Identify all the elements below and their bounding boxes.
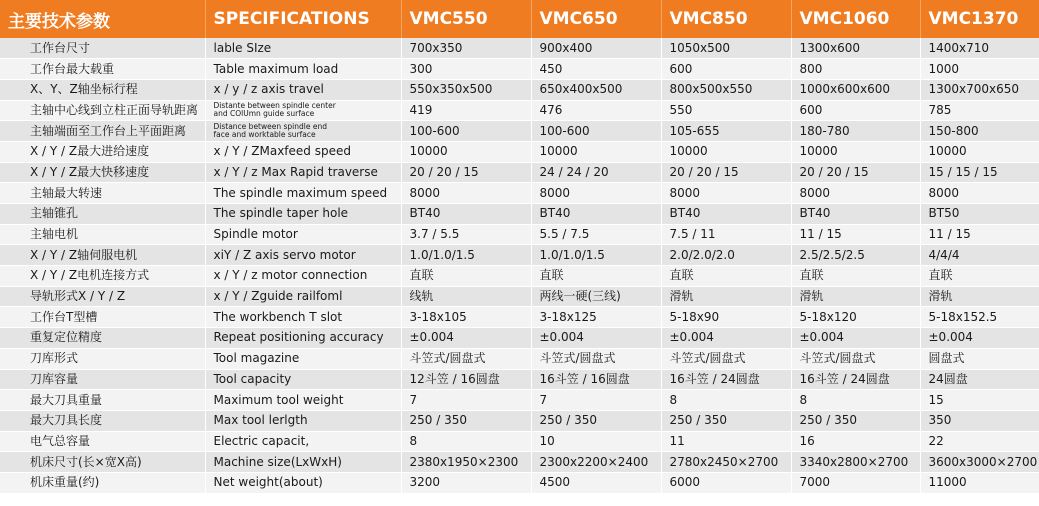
header-model-vmc550: VMC550: [401, 0, 531, 38]
cell-value-vmc550: 250 / 350: [401, 410, 531, 431]
cell-value-vmc650: 2300x2200×2400: [531, 452, 661, 473]
cell-value-vmc650: 10: [531, 431, 661, 452]
row-label-en-line2: face and worktable surface: [213, 130, 316, 140]
row-label-en: The spindle taper hole: [205, 204, 401, 225]
row-label-en: Machine size(LxWxH): [205, 452, 401, 473]
cell-value-vmc1370: 1400x710: [920, 38, 1039, 59]
row-label-en: Electric capacit,: [205, 431, 401, 452]
cell-value-vmc1060: 800: [791, 59, 920, 80]
cell-value-vmc1060: 20 / 20 / 15: [791, 162, 920, 183]
cell-value-vmc550: 100-600: [401, 121, 531, 142]
cell-value-vmc850: 滑轨: [661, 286, 791, 307]
cell-value-vmc1060: 7000: [791, 472, 920, 493]
table-row: [0, 390, 1039, 411]
cell-value-vmc650: 10000: [531, 141, 661, 162]
cell-value-vmc1060: ±0.004: [791, 328, 920, 349]
cell-value-vmc550: 12斗笠 / 16圆盘: [401, 369, 531, 390]
cell-value-vmc1060: 8000: [791, 183, 920, 204]
cell-value-vmc850: 斗笠式/圆盘式: [661, 348, 791, 369]
cell-value-vmc850: 550: [661, 100, 791, 121]
cell-value-vmc850: BT40: [661, 204, 791, 225]
table-row: [0, 204, 1039, 225]
cell-value-vmc1060: 180-780: [791, 121, 920, 142]
row-label-en: The spindle maximum speed: [205, 183, 401, 204]
header-model-vmc1060: VMC1060: [791, 0, 920, 38]
table-row: [0, 38, 1039, 59]
cell-value-vmc1370: 11 / 15: [920, 224, 1039, 245]
row-label-en: Spindle motor: [205, 224, 401, 245]
table-row: [0, 162, 1039, 183]
cell-value-vmc850: 250 / 350: [661, 410, 791, 431]
row-label-zh: 导轨形式X / Y / Z: [0, 286, 205, 307]
cell-value-vmc550: 550x350x500: [401, 79, 531, 100]
cell-value-vmc650: 直联: [531, 266, 661, 287]
cell-value-vmc850: 10000: [661, 141, 791, 162]
row-label-zh: 工作台T型槽: [0, 307, 205, 328]
cell-value-vmc850: 8: [661, 390, 791, 411]
cell-value-vmc850: 直联: [661, 266, 791, 287]
row-label-en-line1: Distance between spindle end: [213, 121, 327, 131]
cell-value-vmc1060: 16: [791, 431, 920, 452]
cell-value-vmc550: 8000: [401, 183, 531, 204]
row-label-zh: 最大刀具重量: [0, 390, 205, 411]
cell-value-vmc550: ±0.004: [401, 328, 531, 349]
cell-value-vmc550: 直联: [401, 266, 531, 287]
table-row: [0, 410, 1039, 431]
row-label-en: lable SIze: [205, 38, 401, 59]
cell-value-vmc1370: 8000: [920, 183, 1039, 204]
cell-value-vmc1370: 滑轨: [920, 286, 1039, 307]
cell-value-vmc850: 7.5 / 11: [661, 224, 791, 245]
cell-value-vmc650: 斗笠式/圆盘式: [531, 348, 661, 369]
row-label-zh: 主轴锥孔: [0, 204, 205, 225]
cell-value-vmc1370: 785: [920, 100, 1039, 121]
cell-value-vmc550: 300: [401, 59, 531, 80]
cell-value-vmc650: 450: [531, 59, 661, 80]
cell-value-vmc1060: 11 / 15: [791, 224, 920, 245]
row-label-en: Tool capacity: [205, 369, 401, 390]
cell-value-vmc650: BT40: [531, 204, 661, 225]
cell-value-vmc850: 600: [661, 59, 791, 80]
table-row: [0, 183, 1039, 204]
cell-value-vmc850: 8000: [661, 183, 791, 204]
cell-value-vmc1370: 11000: [920, 472, 1039, 493]
cell-value-vmc650: 3-18x125: [531, 307, 661, 328]
cell-value-vmc1370: 15: [920, 390, 1039, 411]
table-body: [0, 38, 1039, 493]
row-label-en: x / Y / z motor connection: [205, 266, 401, 287]
row-label-zh: 最大刀具长度: [0, 410, 205, 431]
cell-value-vmc650: 900x400: [531, 38, 661, 59]
row-label-en: Table maximum load: [205, 59, 401, 80]
cell-value-vmc550: 线轨: [401, 286, 531, 307]
cell-value-vmc650: 7: [531, 390, 661, 411]
header-zh-title: 主要技术参数: [0, 0, 205, 38]
cell-value-vmc1060: BT40: [791, 204, 920, 225]
cell-value-vmc1370: 3600x3000×2700: [920, 452, 1039, 473]
cell-value-vmc850: 1050x500: [661, 38, 791, 59]
cell-value-vmc1060: 2.5/2.5/2.5: [791, 245, 920, 266]
row-label-zh: X / Y / Z最大进给速度: [0, 141, 205, 162]
cell-value-vmc1370: 150-800: [920, 121, 1039, 142]
header-model-vmc650: VMC650: [531, 0, 661, 38]
cell-value-vmc850: ±0.004: [661, 328, 791, 349]
table-header-row: [0, 0, 1039, 38]
table-row: [0, 452, 1039, 473]
cell-value-vmc850: 6000: [661, 472, 791, 493]
cell-value-vmc1370: 5-18x152.5: [920, 307, 1039, 328]
row-label-en-line1: Distante between spindle center: [213, 100, 336, 110]
cell-value-vmc1370: 22: [920, 431, 1039, 452]
cell-value-vmc550: 8: [401, 431, 531, 452]
cell-value-vmc550: 419: [401, 100, 531, 121]
row-label-en: [205, 121, 401, 142]
row-label-zh: X / Y / Z轴伺服电机: [0, 245, 205, 266]
row-label-zh: X、Y、Z轴坐标行程: [0, 79, 205, 100]
cell-value-vmc550: 3-18x105: [401, 307, 531, 328]
row-label-zh: 工作台尺寸: [0, 38, 205, 59]
cell-value-vmc1370: 1000: [920, 59, 1039, 80]
row-label-zh: 主轴中心线到立柱正面导轨距离: [0, 100, 205, 121]
cell-value-vmc850: 5-18x90: [661, 307, 791, 328]
cell-value-vmc650: 476: [531, 100, 661, 121]
cell-value-vmc1370: 圆盘式: [920, 348, 1039, 369]
table-row: [0, 348, 1039, 369]
cell-value-vmc1370: 350: [920, 410, 1039, 431]
row-label-zh: 主轴电机: [0, 224, 205, 245]
cell-value-vmc1370: BT50: [920, 204, 1039, 225]
row-label-en: The workbench T slot: [205, 307, 401, 328]
row-label-zh: 工作台最大载重: [0, 59, 205, 80]
cell-value-vmc650: 24 / 24 / 20: [531, 162, 661, 183]
cell-value-vmc650: ±0.004: [531, 328, 661, 349]
cell-value-vmc850: 2.0/2.0/2.0: [661, 245, 791, 266]
row-label-zh: 刀库形式: [0, 348, 205, 369]
table-row: [0, 79, 1039, 100]
cell-value-vmc1370: 15 / 15 / 15: [920, 162, 1039, 183]
table-row: [0, 266, 1039, 287]
cell-value-vmc550: 700x350: [401, 38, 531, 59]
header-en-title: SPECIFICATIONS: [205, 0, 401, 38]
cell-value-vmc1060: 直联: [791, 266, 920, 287]
table-row: [0, 307, 1039, 328]
row-label-en: x / Y / Zguide railfoml: [205, 286, 401, 307]
table-row: [0, 431, 1039, 452]
table-row: [0, 59, 1039, 80]
table-row: [0, 472, 1039, 493]
table-row: [0, 286, 1039, 307]
row-label-en: x / Y / z Max Rapid traverse: [205, 162, 401, 183]
cell-value-vmc650: 250 / 350: [531, 410, 661, 431]
row-label-zh: X / Y / Z电机连接方式: [0, 266, 205, 287]
table-row: [0, 369, 1039, 390]
cell-value-vmc650: 8000: [531, 183, 661, 204]
table-row: [0, 224, 1039, 245]
row-label-zh: X / Y / Z最大快移速度: [0, 162, 205, 183]
cell-value-vmc850: 105-655: [661, 121, 791, 142]
cell-value-vmc550: BT40: [401, 204, 531, 225]
row-label-zh: 主轴端面至工作台上平面距离: [0, 121, 205, 142]
row-label-zh: 刀库容量: [0, 369, 205, 390]
row-label-en: Maximum tool weight: [205, 390, 401, 411]
cell-value-vmc1060: 600: [791, 100, 920, 121]
cell-value-vmc1370: 1300x700x650: [920, 79, 1039, 100]
cell-value-vmc1370: 4/4/4: [920, 245, 1039, 266]
cell-value-vmc550: 7: [401, 390, 531, 411]
cell-value-vmc1060: 1000x600x600: [791, 79, 920, 100]
cell-value-vmc1060: 5-18x120: [791, 307, 920, 328]
cell-value-vmc1060: 3340x2800×2700: [791, 452, 920, 473]
cell-value-vmc1060: 250 / 350: [791, 410, 920, 431]
cell-value-vmc650: 650x400x500: [531, 79, 661, 100]
cell-value-vmc650: 100-600: [531, 121, 661, 142]
cell-value-vmc1060: 10000: [791, 141, 920, 162]
table-row: [0, 328, 1039, 349]
row-label-en: Repeat positioning accuracy: [205, 328, 401, 349]
row-label-zh: 机床重量(约): [0, 472, 205, 493]
row-label-zh: 电气总容量: [0, 431, 205, 452]
row-label-en-line2: and COlUmn guide surface: [213, 109, 315, 119]
row-label-en: [205, 100, 401, 121]
cell-value-vmc1060: 16斗笠 / 24圆盘: [791, 369, 920, 390]
row-label-en: Max tool lerlgth: [205, 410, 401, 431]
table-row: [0, 141, 1039, 162]
cell-value-vmc550: 10000: [401, 141, 531, 162]
row-label-zh: 主轴最大转速: [0, 183, 205, 204]
row-label-zh: 机床尺寸(长×宽X高): [0, 452, 205, 473]
cell-value-vmc1370: 24圆盘: [920, 369, 1039, 390]
cell-value-vmc650: 4500: [531, 472, 661, 493]
cell-value-vmc850: 2780x2450×2700: [661, 452, 791, 473]
cell-value-vmc1370: 10000: [920, 141, 1039, 162]
cell-value-vmc550: 1.0/1.0/1.5: [401, 245, 531, 266]
cell-value-vmc850: 16斗笠 / 24圆盘: [661, 369, 791, 390]
cell-value-vmc1060: 1300x600: [791, 38, 920, 59]
cell-value-vmc650: 16斗笠 / 16圆盘: [531, 369, 661, 390]
row-label-en: Tool magazine: [205, 348, 401, 369]
cell-value-vmc850: 11: [661, 431, 791, 452]
header-model-vmc1370: VMC1370: [920, 0, 1039, 38]
cell-value-vmc1370: ±0.004: [920, 328, 1039, 349]
row-label-en: x / Y / ZMaxfeed speed: [205, 141, 401, 162]
table-row: [0, 245, 1039, 266]
row-label-en: Net weight(about): [205, 472, 401, 493]
cell-value-vmc650: 5.5 / 7.5: [531, 224, 661, 245]
cell-value-vmc1370: 直联: [920, 266, 1039, 287]
cell-value-vmc550: 斗笠式/圆盘式: [401, 348, 531, 369]
row-label-en: x / y / z axis travel: [205, 79, 401, 100]
cell-value-vmc550: 2380x1950×2300: [401, 452, 531, 473]
cell-value-vmc850: 800x500x550: [661, 79, 791, 100]
cell-value-vmc1060: 滑轨: [791, 286, 920, 307]
row-label-en: xiY / Z axis servo motor: [205, 245, 401, 266]
cell-value-vmc550: 3.7 / 5.5: [401, 224, 531, 245]
table-row: [0, 100, 1039, 121]
cell-value-vmc1060: 斗笠式/圆盘式: [791, 348, 920, 369]
cell-value-vmc650: 1.0/1.0/1.5: [531, 245, 661, 266]
row-label-zh: 重复定位精度: [0, 328, 205, 349]
cell-value-vmc550: 3200: [401, 472, 531, 493]
header-model-vmc850: VMC850: [661, 0, 791, 38]
cell-value-vmc1060: 8: [791, 390, 920, 411]
table-row: [0, 121, 1039, 142]
cell-value-vmc550: 20 / 20 / 15: [401, 162, 531, 183]
cell-value-vmc850: 20 / 20 / 15: [661, 162, 791, 183]
cell-value-vmc650: 两线一硬(三线): [531, 286, 661, 307]
